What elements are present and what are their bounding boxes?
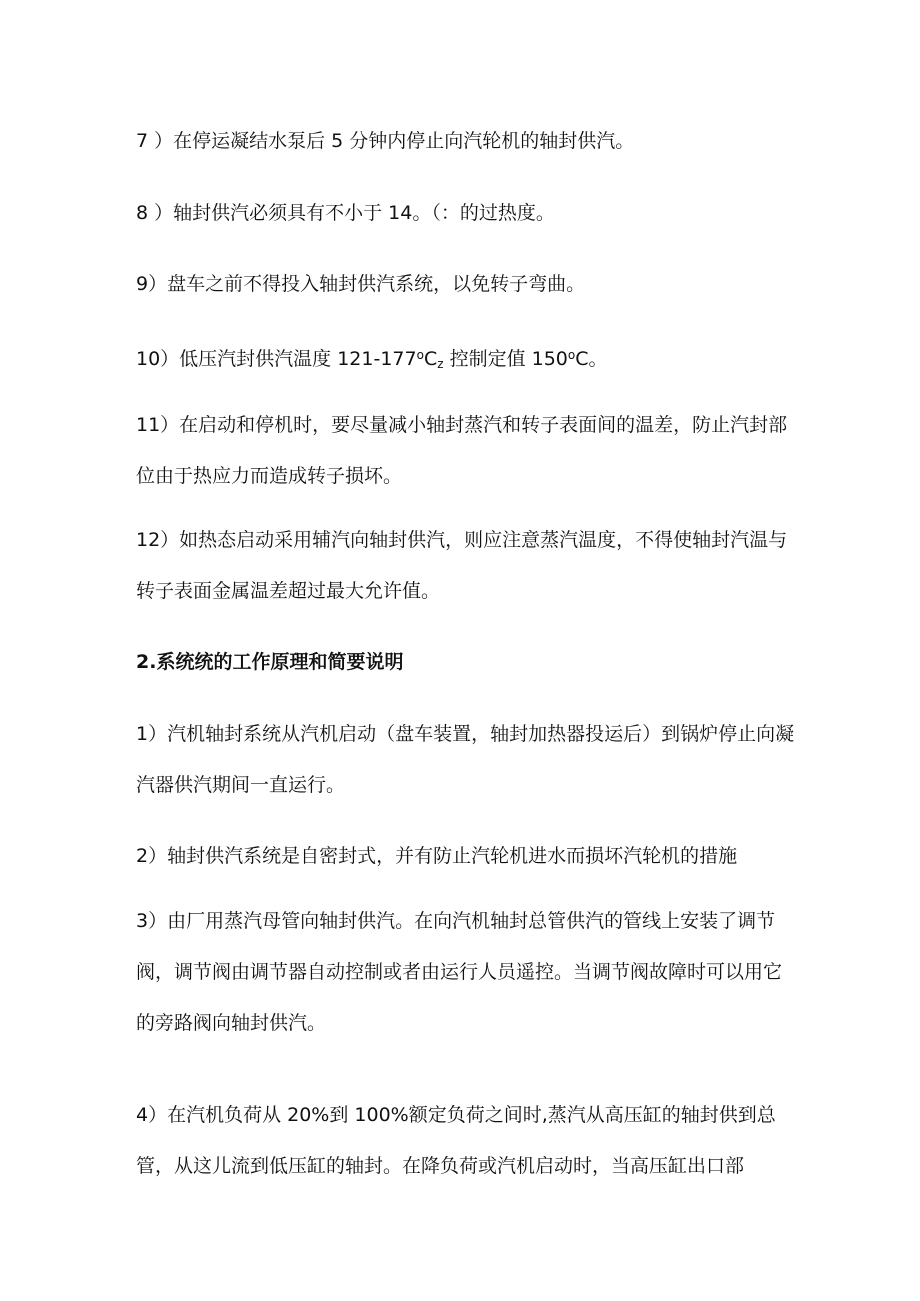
item-10-unit-2: C [575,348,589,370]
item-10-middle: 控制定值 150 [443,348,568,370]
item-10-prefix: 10）低压汽封供汽温度 121-177 [136,348,417,370]
section-item-3: 3）由厂用蒸汽母管向轴封供汽。在向汽机轴封总管供汽的管线上安装了调节阀，调节阀由调节器自动控制或者由运行人员遥控。当调节阀故障时可以用它的旁路阀向轴封供汽。 [136,910,783,1034]
item-10-unit-1: C [423,348,438,370]
item-10-degree-1: o [416,348,424,362]
item-8: 8 ）轴封供汽必须具有不小于 14。（：的过热度。 [136,202,555,224]
section-heading: 2.系统统的工作原理和简要说明 [136,651,404,673]
section-item-1: 1）汽机轴封系统从汽机启动（盘车装置，轴封加热器投运后）到锅炉停止向凝汽器供汽期间一直运行。 [136,723,795,796]
item-10-degree-2: o [567,348,576,362]
item-10-end: 。 [588,348,608,370]
section-item-2: 2）轴封供汽系统是自密封式，并有防止汽轮机进水而损坏汽轮机的措施 [136,845,738,867]
item-11: 11）在启动和停机时，要尽量减小轴封蒸汽和转子表面间的温差，防止汽封部位由于热应力而造成转子损坏。 [136,414,788,487]
item-9: 9）盘车之前不得投入轴封供汽系统，以免转子弯曲。 [136,273,586,295]
item-7: 7 ）在停运凝结水泵后 5 分钟内停止向汽轮机的轴封供汽。 [136,130,635,152]
section-item-4: 4）在汽机负荷从 20%到 100%额定负荷之间时,蒸汽从高压缸的轴封供到总管，从这儿流到低压缸的轴封。在降负荷或汽机启动时，当高压缸出口部 [136,1104,776,1177]
item-12: 12）如热态启动采用辅汽向轴封供汽，则应注意蒸汽温度，不得使轴封汽温与转子表面金属温差超过最大允许值。 [136,529,788,602]
item-10-subscript: z [437,357,444,371]
item-10 [136,330,796,390]
